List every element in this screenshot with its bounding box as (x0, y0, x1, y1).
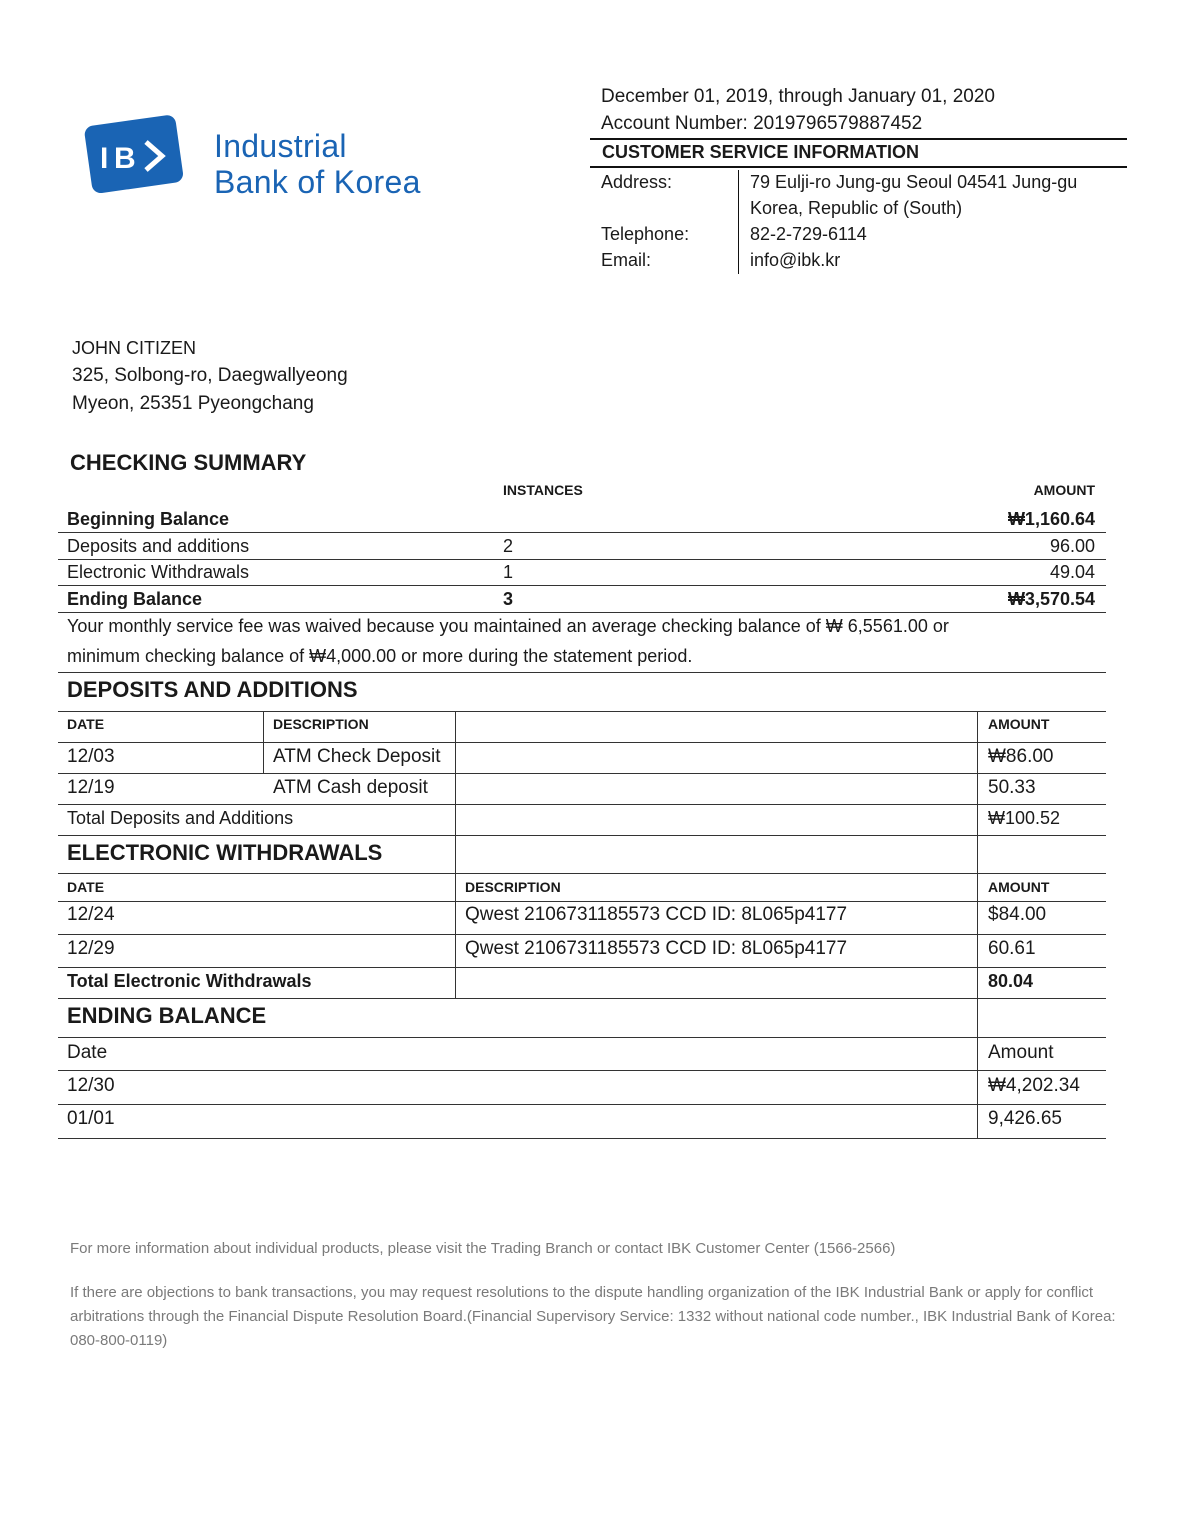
divider (58, 742, 1106, 743)
divider (58, 998, 1106, 999)
address-label: Address: (601, 172, 673, 192)
description-header: DESCRIPTION (273, 716, 369, 732)
summary-amount: ₩1,160.64 (1007, 509, 1095, 529)
telephone-label: Telephone: (601, 224, 690, 244)
footer-info: For more information about individual products, please visit the Trading Branch or contact IBK Customer Center (1566-2566) (70, 1240, 896, 1257)
address-line1: 79 Eulji-ro Jung-gu Seoul 04541 Jung-gu (750, 172, 1078, 192)
customer-address-line1: 325, Solbong-ro, Daegwallyeong (72, 365, 348, 386)
email: info@ibk.kr (750, 250, 841, 270)
ending-date: 12/30 (67, 1075, 115, 1096)
summary-label: Electronic Withdrawals (67, 562, 250, 582)
amount-header: AMOUNT (988, 879, 1050, 895)
deposit-date: 12/19 (67, 777, 115, 798)
svg-text:I: I (100, 142, 109, 175)
divider (738, 170, 739, 274)
deposits-total-label: Total Deposits and Additions (67, 808, 294, 828)
divider (58, 835, 1106, 836)
instances-header: INSTANCES (503, 482, 583, 498)
summary-amount: 96.00 (1049, 536, 1095, 556)
divider (58, 612, 1106, 613)
summary-instances: 1 (503, 562, 514, 582)
withdrawal-date: 12/24 (67, 904, 115, 925)
ending-amount: ₩4,202.34 (988, 1075, 1080, 1096)
amount-header: AMOUNT (988, 716, 1050, 732)
bank-name-line1: Industrial (214, 128, 347, 164)
amount-header: AMOUNT (1033, 482, 1095, 498)
divider (263, 711, 264, 773)
deposits-total-amount: ₩100.52 (988, 808, 1061, 828)
customer-service-title: CUSTOMER SERVICE INFORMATION (602, 142, 920, 162)
divider (58, 967, 1106, 968)
withdrawal-amount: 60.61 (988, 938, 1036, 959)
deposit-amount: 50.33 (988, 777, 1036, 798)
customer-address-line2: Myeon, 25351 Pyeongchang (72, 393, 314, 414)
account-number-row (601, 113, 922, 135)
date-header: DATE (67, 716, 105, 732)
divider (58, 672, 1106, 673)
summary-instances: 2 (503, 536, 514, 556)
divider (58, 901, 1106, 902)
divider (58, 804, 1106, 805)
divider (58, 1138, 1106, 1139)
withdrawal-date: 12/29 (67, 938, 115, 959)
statement-period: December 01, 2019, through January 01, 2020 (601, 86, 995, 107)
customer-name: JOHN CITIZEN (72, 338, 196, 358)
divider (58, 1070, 1106, 1071)
description-header: DESCRIPTION (465, 879, 561, 895)
ending-date-header: Date (67, 1042, 108, 1063)
ending-amount: 9,426.65 (988, 1108, 1062, 1129)
withdrawals-title: ELECTRONIC WITHDRAWALS (67, 840, 383, 865)
withdrawal-description: Qwest 2106731185573 CCD ID: 8L065p4177 (465, 904, 848, 925)
divider (590, 138, 1127, 140)
deposits-title: DEPOSITS AND ADDITIONS (67, 677, 358, 702)
ending-date: 01/01 (67, 1108, 115, 1129)
deposit-date: 12/03 (67, 746, 115, 767)
summary-label: Beginning Balance (67, 509, 230, 529)
date-header: DATE (67, 879, 105, 895)
withdrawal-amount: $84.00 (988, 904, 1047, 925)
divider (58, 711, 1106, 712)
ending-balance-title: ENDING BALANCE (67, 1003, 267, 1028)
svg-text:B: B (114, 142, 136, 175)
divider (58, 873, 1106, 874)
ibk-logo (80, 112, 190, 198)
summary-label: Deposits and additions (67, 536, 250, 556)
telephone: 82-2-729-6114 (750, 224, 867, 244)
withdrawals-total-label: Total Electronic Withdrawals (67, 971, 312, 991)
address-line2: Korea, Republic of (South) (750, 198, 963, 218)
ending-amount-header: Amount (988, 1042, 1054, 1063)
summary-amount: ₩3,570.54 (1007, 589, 1095, 609)
deposit-description: ATM Check Deposit (273, 746, 441, 767)
deposit-amount: ₩86.00 (988, 746, 1054, 767)
withdrawal-description: Qwest 2106731185573 CCD ID: 8L065p4177 (465, 938, 848, 959)
deposit-description: ATM Cash deposit (273, 777, 428, 798)
divider (58, 1037, 1106, 1038)
account-number-label: Account Number: (601, 113, 748, 134)
service-fee-note-line2: minimum checking balance of ₩4,000.00 or more during the statement period. (67, 646, 693, 666)
divider (58, 559, 1106, 560)
withdrawals-total-amount: 80.04 (988, 971, 1034, 991)
divider (58, 934, 1106, 935)
checking-summary-title: CHECKING SUMMARY (70, 450, 307, 475)
summary-instances: 3 (503, 589, 514, 609)
bank-name-line2: Bank of Korea (214, 164, 421, 200)
account-number: 2019796579887452 (753, 113, 923, 134)
summary-amount: 49.04 (1049, 562, 1095, 582)
service-fee-note-line1: Your monthly service fee was waived because you maintained an average checking balance of ₩ 6,5561.00 or (67, 616, 949, 636)
divider (58, 532, 1106, 533)
bank-name (214, 128, 421, 200)
divider (590, 166, 1127, 168)
divider (58, 1104, 1106, 1105)
divider (977, 711, 978, 1139)
divider (58, 585, 1106, 586)
email-label: Email: (601, 250, 652, 270)
divider (58, 773, 1106, 774)
summary-label: Ending Balance (67, 589, 203, 609)
footer-dispute-note: If there are objections to bank transactions, you may request resolutions to the dispute handling organization of the IBK Industrial Bank or apply for conflict arbitrations through the Financial Dispute Resolution Board.(Financial Supervisory Service: 1332 without national code number., IBK Industrial Bank of Korea: 080-800-0119) (70, 1284, 1116, 1349)
divider (455, 711, 456, 999)
